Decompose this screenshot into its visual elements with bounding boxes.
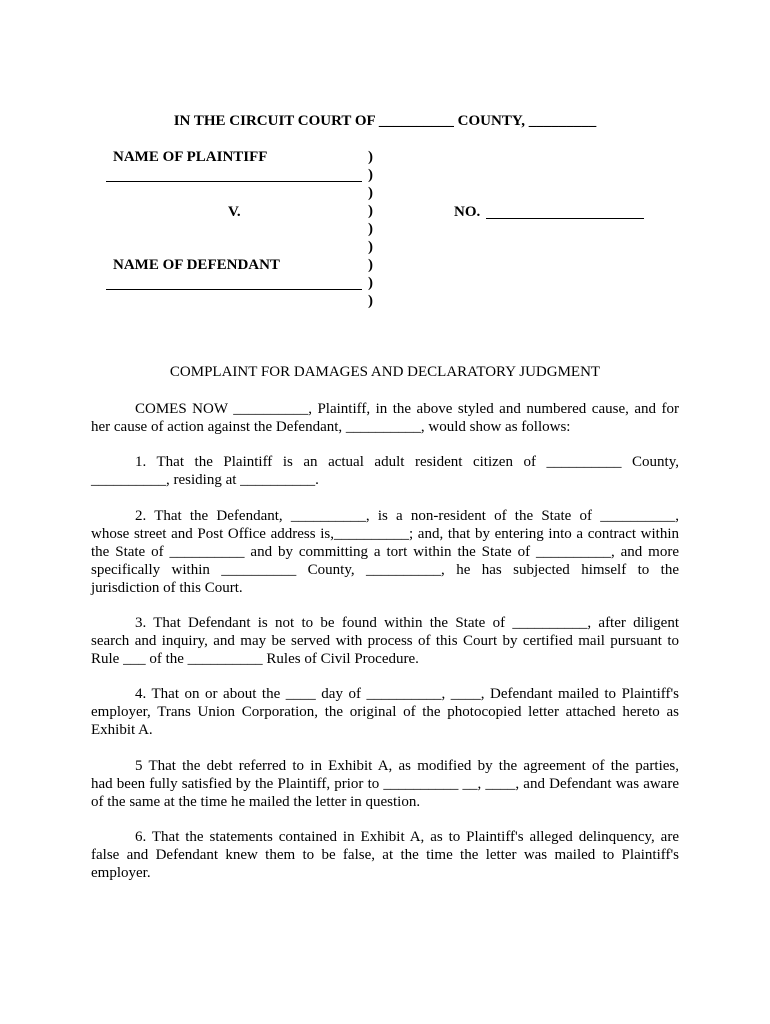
caption-paren: ) bbox=[368, 275, 373, 291]
paragraph-1 bbox=[91, 453, 679, 489]
caption-paren: ) bbox=[368, 293, 373, 309]
defendant-label: NAME OF DEFENDANT bbox=[113, 257, 280, 273]
paragraph-line: 2. That the Defendant, __________, is a non-resident of the State of __________, bbox=[135, 508, 679, 524]
paragraph-line: search and inquiry, and may be served with process of this Court by certified mail pursuant to bbox=[91, 633, 679, 649]
caption-paren: ) bbox=[368, 221, 373, 237]
paragraph-line: her cause of action against the Defendant, __________, would show as follows: bbox=[91, 419, 571, 435]
paragraph-line: 3. That Defendant is not to be found within the State of __________, after diligent bbox=[135, 615, 679, 631]
defendant-name-line bbox=[106, 289, 362, 290]
plaintiff-label: NAME OF PLAINTIFF bbox=[113, 149, 268, 165]
caption-paren: ) bbox=[368, 167, 373, 183]
paragraph-line: Rule ___ of the __________ Rules of Civil Procedure. bbox=[91, 651, 419, 667]
versus-label: V. bbox=[228, 204, 241, 220]
paragraph-line: Exhibit A. bbox=[91, 722, 153, 738]
paragraph-line: 4. That on or about the ____ day of __________, ____, Defendant mailed to Plaintiff's bbox=[135, 686, 679, 702]
caption-paren: ) bbox=[368, 257, 373, 273]
case-number-line bbox=[486, 218, 644, 219]
paragraph-line: specifically within __________ County, __________, he has subjected himself to the bbox=[91, 562, 679, 578]
paragraph-line: COMES NOW __________, Plaintiff, in the above styled and numbered cause, and for bbox=[135, 401, 679, 417]
paragraph-line: the State of __________ and by committing a tort within the State of __________, and more bbox=[91, 544, 679, 560]
caption-paren: ) bbox=[368, 239, 373, 255]
plaintiff-name-line bbox=[106, 181, 362, 182]
paragraph-line: of the same at the time he mailed the letter in question. bbox=[91, 794, 421, 810]
case-number-label: NO. bbox=[454, 204, 481, 220]
paragraph-5 bbox=[91, 757, 679, 811]
paragraph-3 bbox=[91, 614, 679, 668]
paragraph-line: had been fully satisfied by the Plaintiff, prior to __________ __, ____, and Defendant was aware bbox=[91, 776, 679, 792]
paragraph-line: 6. That the statements contained in Exhibit A, as to Plaintiff's alleged delinquency, are bbox=[135, 829, 679, 845]
paragraph-2 bbox=[91, 507, 679, 597]
intro-paragraph bbox=[91, 400, 679, 436]
caption-paren: ) bbox=[368, 203, 373, 219]
paragraph-line: __________, residing at __________. bbox=[91, 472, 319, 488]
paragraph-line: whose street and Post Office address is,__________; and, that by entering into a contract within bbox=[91, 526, 679, 542]
caption-paren: ) bbox=[368, 185, 373, 201]
document-title: COMPLAINT FOR DAMAGES AND DECLARATORY JUDGMENT bbox=[169, 364, 601, 380]
caption-paren: ) bbox=[368, 149, 373, 165]
paragraph-6 bbox=[91, 828, 679, 882]
paragraph-line: jurisdiction of this Court. bbox=[91, 580, 243, 596]
court-heading: IN THE CIRCUIT COURT OF __________ COUNTY, _________ bbox=[173, 113, 597, 129]
paragraph-line: employer. bbox=[91, 865, 151, 881]
paragraph-line: false and Defendant knew them to be false, at the time the letter was mailed to Plaintiff's bbox=[91, 847, 679, 863]
paragraph-line: 1. That the Plaintiff is an actual adult resident citizen of __________ County, bbox=[135, 454, 679, 470]
paragraph-line: employer, Trans Union Corporation, the original of the photocopied letter attached hereto as bbox=[91, 704, 679, 720]
paragraph-line: 5 That the debt referred to in Exhibit A, as modified by the agreement of the parties, bbox=[135, 758, 679, 774]
paragraph-4 bbox=[91, 685, 679, 739]
